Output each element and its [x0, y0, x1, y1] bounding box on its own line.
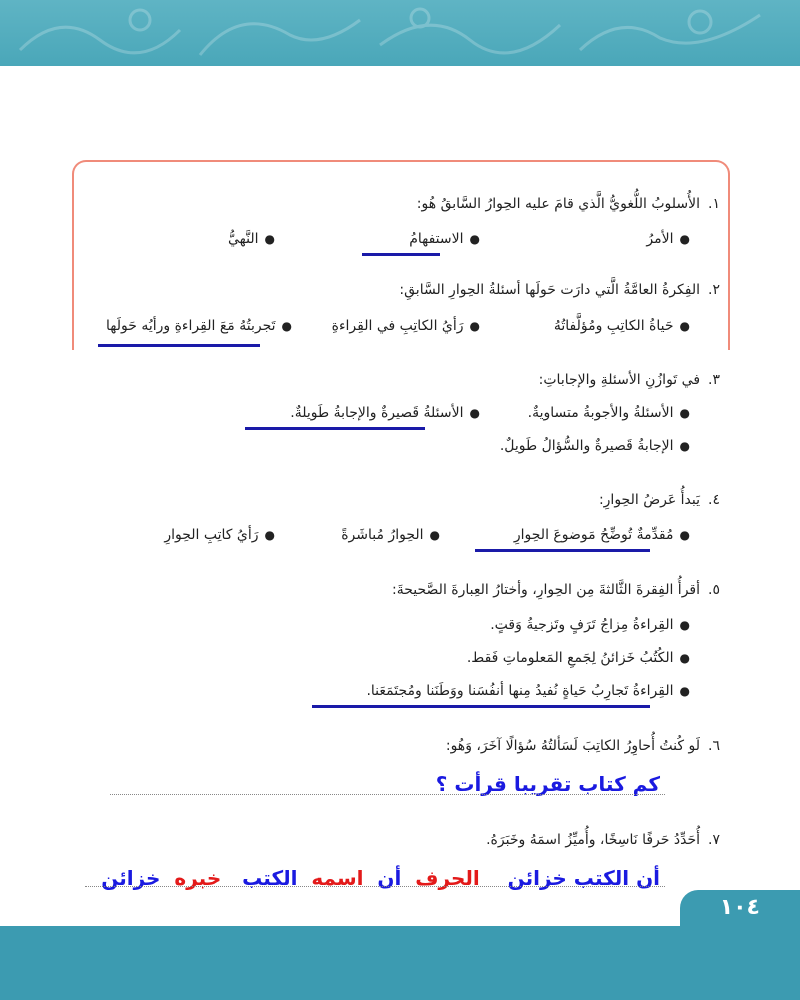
q1-option-1: ●الأمرُ: [646, 231, 690, 247]
q4-option-2: ●الحِوارُ مُباشَرةً: [341, 527, 440, 543]
q3-option-3: ●الإجابةُ قَصيرةٌ والسُّؤالُ طَويلٌ.: [499, 438, 690, 454]
q4-option-1: ●مُقدِّمةٌ تُوضِّحُ مَوضوعَ الحِوارِ: [513, 527, 690, 543]
question-2: ٢.الفِكرةُ العامَّةُ الَّتي دارَت حَولَها أسئلةُ الحِوارِ السَّابقِ:: [399, 282, 720, 298]
answer-underline: [98, 344, 260, 347]
question-1: [417, 196, 720, 212]
answer-text: كم كتاب تقريبا قرأت ؟: [435, 772, 660, 796]
q2-option-2: ●رَأيُ الكاتِبِ في القِراءةِ: [331, 318, 480, 334]
q5-option-3: ●القِراءةُ تَجارِبُ حَياةٍ نُفيدُ مِنها أنفُسَنا ووَطَنَنا ومُجتَمَعَنا.: [366, 683, 690, 699]
q3-option-2: ●الأسئلةُ قَصيرةٌ والإجابةُ طَويلةٌ.: [290, 405, 480, 421]
calligraphy-pattern: [0, 0, 800, 66]
question-number: ١.: [708, 196, 720, 212]
answer-line: [110, 794, 665, 795]
answer-underline: [312, 705, 650, 708]
question-text: الأُسلوبُ اللُّغويُّ الَّذي قامَ عليه الحِوارُ السَّابقُ هُو:: [416, 196, 701, 212]
q1-option-3: ●النَّهيُّ: [228, 231, 275, 247]
q1-option-2: ●الاستفهامُ: [409, 231, 480, 247]
q5-option-2: ●الكُتُبُ خَزائنُ لِجَمعِ المَعلوماتِ فَقط.: [466, 650, 690, 666]
answer-underline: [475, 549, 650, 552]
answer-underline: [245, 427, 425, 430]
q5-option-1: ●القِراءةُ مِزاجُ تَرَفٍ وتَزجيةُ وَقتٍ.: [490, 617, 690, 633]
question-3: ٣.في تَوازُنِ الأسئلةِ والإجاباتِ:: [538, 372, 720, 388]
q4-option-3: ●رَأيُ كاتِبِ الحِوارِ: [164, 527, 275, 543]
header-band: [0, 0, 800, 66]
question-7: ٧.أُحَدِّدُ حَرفًا نَاسِخًا، وأُميِّزُ اسمَهُ وخَبَرَهُ.: [486, 832, 720, 848]
answer-underline: [362, 253, 440, 256]
footer-band: [0, 926, 800, 1000]
q2-option-1: ●حَياةُ الكاتِبِ ومُؤلَّفاتُهُ: [553, 318, 690, 334]
q3-option-1: ●الأسئلةُ والأجوبةُ متساويةٌ.: [527, 405, 690, 421]
answer-text: أن الكتب خزائن الحرف أن اسمه الكتب خبره خزائن: [101, 866, 660, 890]
question-5: ٥.أقرأُ الفِقرةَ الثَّالثةَ مِن الحِوارِ، وأختارُ العِبارةَ الصَّحيحةَ:: [392, 582, 720, 598]
page-number: ١٠٤: [719, 895, 760, 920]
q2-option-3: ●تَجربتُهُ مَعَ القِراءةِ ورأيُه حَولَها: [106, 318, 292, 334]
question-4: ٤.يَبدأُ عَرضُ الحِوارِ:: [598, 492, 720, 508]
answer-line: [85, 886, 665, 887]
question-6: ٦.لَو كُنتُ أُحاوِرُ الكاتِبَ لَسَألتُهُ سُؤالًا آخَرَ، وَهُو:: [445, 738, 720, 754]
